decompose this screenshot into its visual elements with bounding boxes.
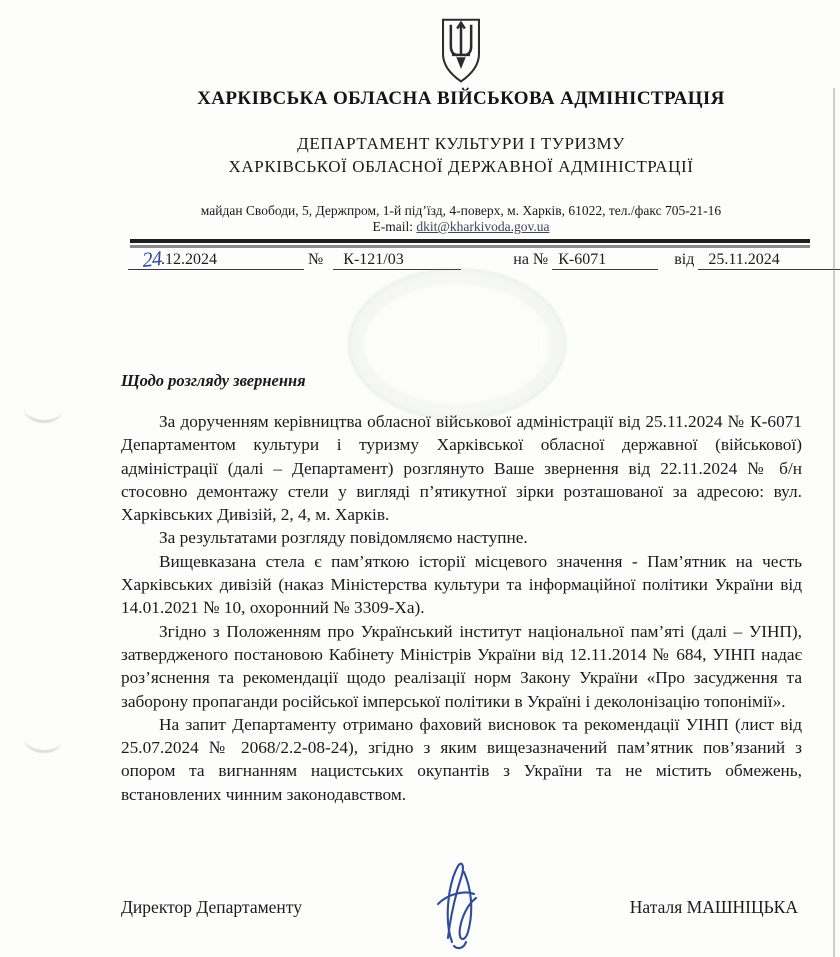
email-line: [120, 219, 802, 235]
body-paragraph: На запит Департаменту отримано фаховий висновок та рекомендації УІНП (лист від 25.07.2024 № 2068/2.2-08-24), згідно з яким вищезазначений пам’ятник пов’язаний з опором та вигнанням нацистських окупантів з України та не містить обмежень, встановлених чинним законодавством.: [121, 714, 802, 804]
handwritten-day: 24: [141, 246, 163, 272]
scan-page-edge-line: [833, 88, 835, 957]
signer-position-title: Директор Департаменту: [121, 897, 302, 917]
incoming-date-field: 25.11.2024: [698, 251, 840, 270]
outgoing-date-field: [128, 246, 304, 272]
organization-title: ХАРКІВСЬКА ОБЛАСНА ВІЙСЬКОВА АДМІНІСТРАЦІЯ: [197, 88, 725, 109]
scan-curl-artifact: [23, 395, 63, 425]
body-paragraph: За результатами розгляду повідомляємо наступне.: [159, 528, 528, 548]
emblem-container: [120, 16, 802, 91]
in-reply-label: на №: [513, 251, 549, 268]
department-name-line1: ДЕПАРТАМЕНТ КУЛЬТУРИ І ТУРИЗМУ: [297, 134, 625, 153]
letter-body: [121, 410, 802, 806]
incoming-number-field: К-6071: [552, 251, 658, 270]
email-label: E-mail:: [372, 219, 414, 234]
body-paragraph: Вищевказана стела є пам’яткою історії місцевого значення - Пам’ятник на честь Харківських дивізій (наказ Міністерства культури та інформаційної політики України від 14.01.2021 № 10, охоронний № 3309-Ха).: [121, 551, 802, 618]
body-paragraph: За дорученням керівництва обласної військової адміністрації від 25.11.2024 № К-6071 Департаментом культури і туризму Харківської обласної державної (військової) адміністрації (далі – Департамент) розглянуто Ваше звернення від 22.11.2024 № б/н стосовно демонтажу стели у вигляді п’ятикутної зірки розташованої за адресою: вул. Харківських Дивізій, 2, 4, м. Харків.: [121, 412, 802, 525]
signer-name: Наталя МАШНІЦЬКА: [629, 897, 798, 917]
email-address: dkit@kharkivoda.gov.ua: [416, 219, 550, 234]
department-name-line2: ХАРКІВСЬКОЇ ОБЛАСНОЇ ДЕРЖАВНОЇ АДМІНІСТРАЦІЇ: [228, 157, 694, 176]
number-sign-label: №: [308, 251, 324, 268]
outgoing-date-printed: .12.2024: [161, 251, 217, 268]
faint-stamp-watermark: [348, 268, 566, 420]
postal-address: майдан Свободи, 5, Держпром, 1-й під’їзд, 4-поверх, м. Харків, 61022, тел./факс 705-21-16: [200, 203, 722, 218]
body-paragraph: Згідно з Положенням про Український інститут національної пам’яті (далі – УІНП), затвердженого постановою Кабінету Міністрів України від 12.11.2014 № 684, УІНП надає роз’яснення та рекомендації щодо реалізації норм Закону України «Про засудження та заборону пропаганди російської імперської політики в Україні і деколонізацію топонімії».: [121, 621, 802, 711]
from-date-label: від: [674, 251, 695, 268]
subject-line: Щодо розгляду звернення: [121, 371, 306, 390]
handwritten-signature: [418, 858, 498, 957]
scan-curl-artifact: [23, 725, 63, 755]
header-divider-rule: [130, 239, 810, 245]
outgoing-number-field: К-121/03: [333, 251, 461, 270]
